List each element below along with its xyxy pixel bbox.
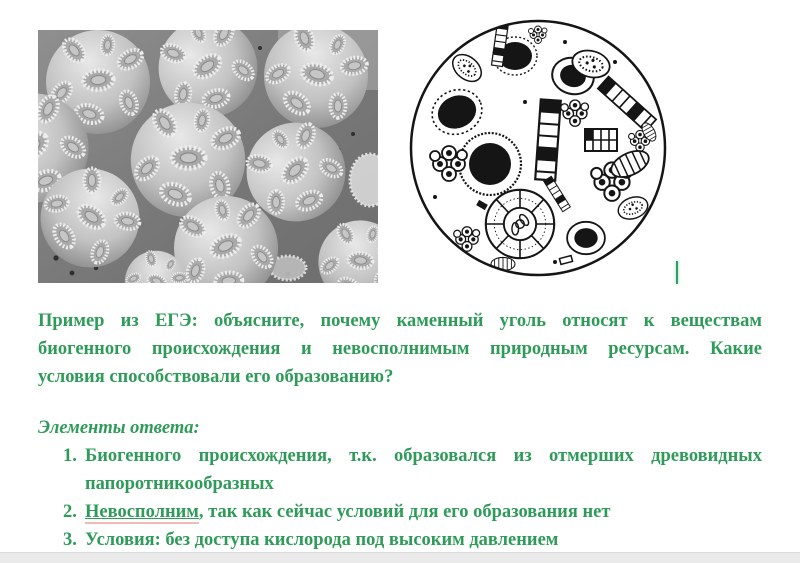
bottom-edge-strip [0, 552, 800, 563]
answer-item-2[interactable] [38, 498, 762, 526]
microfossils-image [405, 12, 671, 284]
microfossils-microscope-drawing[interactable] [405, 12, 671, 284]
answer-item-3[interactable] [38, 526, 762, 554]
question-line-2: биогенного происхождения и невосполнимым природным ресурсам. Какие [38, 339, 762, 359]
coccolithophores-sem-photo[interactable] [38, 30, 378, 283]
answer-header[interactable]: Элементы ответа: [38, 418, 200, 438]
text-cursor [676, 261, 678, 284]
answer-list [38, 442, 762, 554]
question-line-3: условия способствовали его образованию? [38, 367, 394, 387]
answer-item-3-text: Условия: без доступа кислорода под высоким давлением [85, 530, 559, 550]
question-paragraph[interactable] [38, 307, 762, 391]
answer-item-1[interactable] [38, 442, 762, 498]
answer-item-1-number: 1. [63, 446, 77, 466]
answer-item-2-underlined-term: Невосполним [85, 502, 199, 522]
answer-item-2-rest: , так как сейчас условий для его образования нет [198, 502, 611, 522]
answer-item-2-number: 2. [63, 502, 77, 522]
coccolithophores-image [38, 30, 378, 283]
answer-item-1-line-1: Биогенного происхождения, т.к. образовался из отмерших древовидных [85, 446, 762, 466]
question-line-1: Пример из ЕГЭ: объясните, почему каменный уголь относят к веществам [38, 311, 762, 331]
answer-item-1-line-2: папоротникообразных [85, 474, 274, 494]
answer-item-3-number: 3. [63, 530, 77, 550]
